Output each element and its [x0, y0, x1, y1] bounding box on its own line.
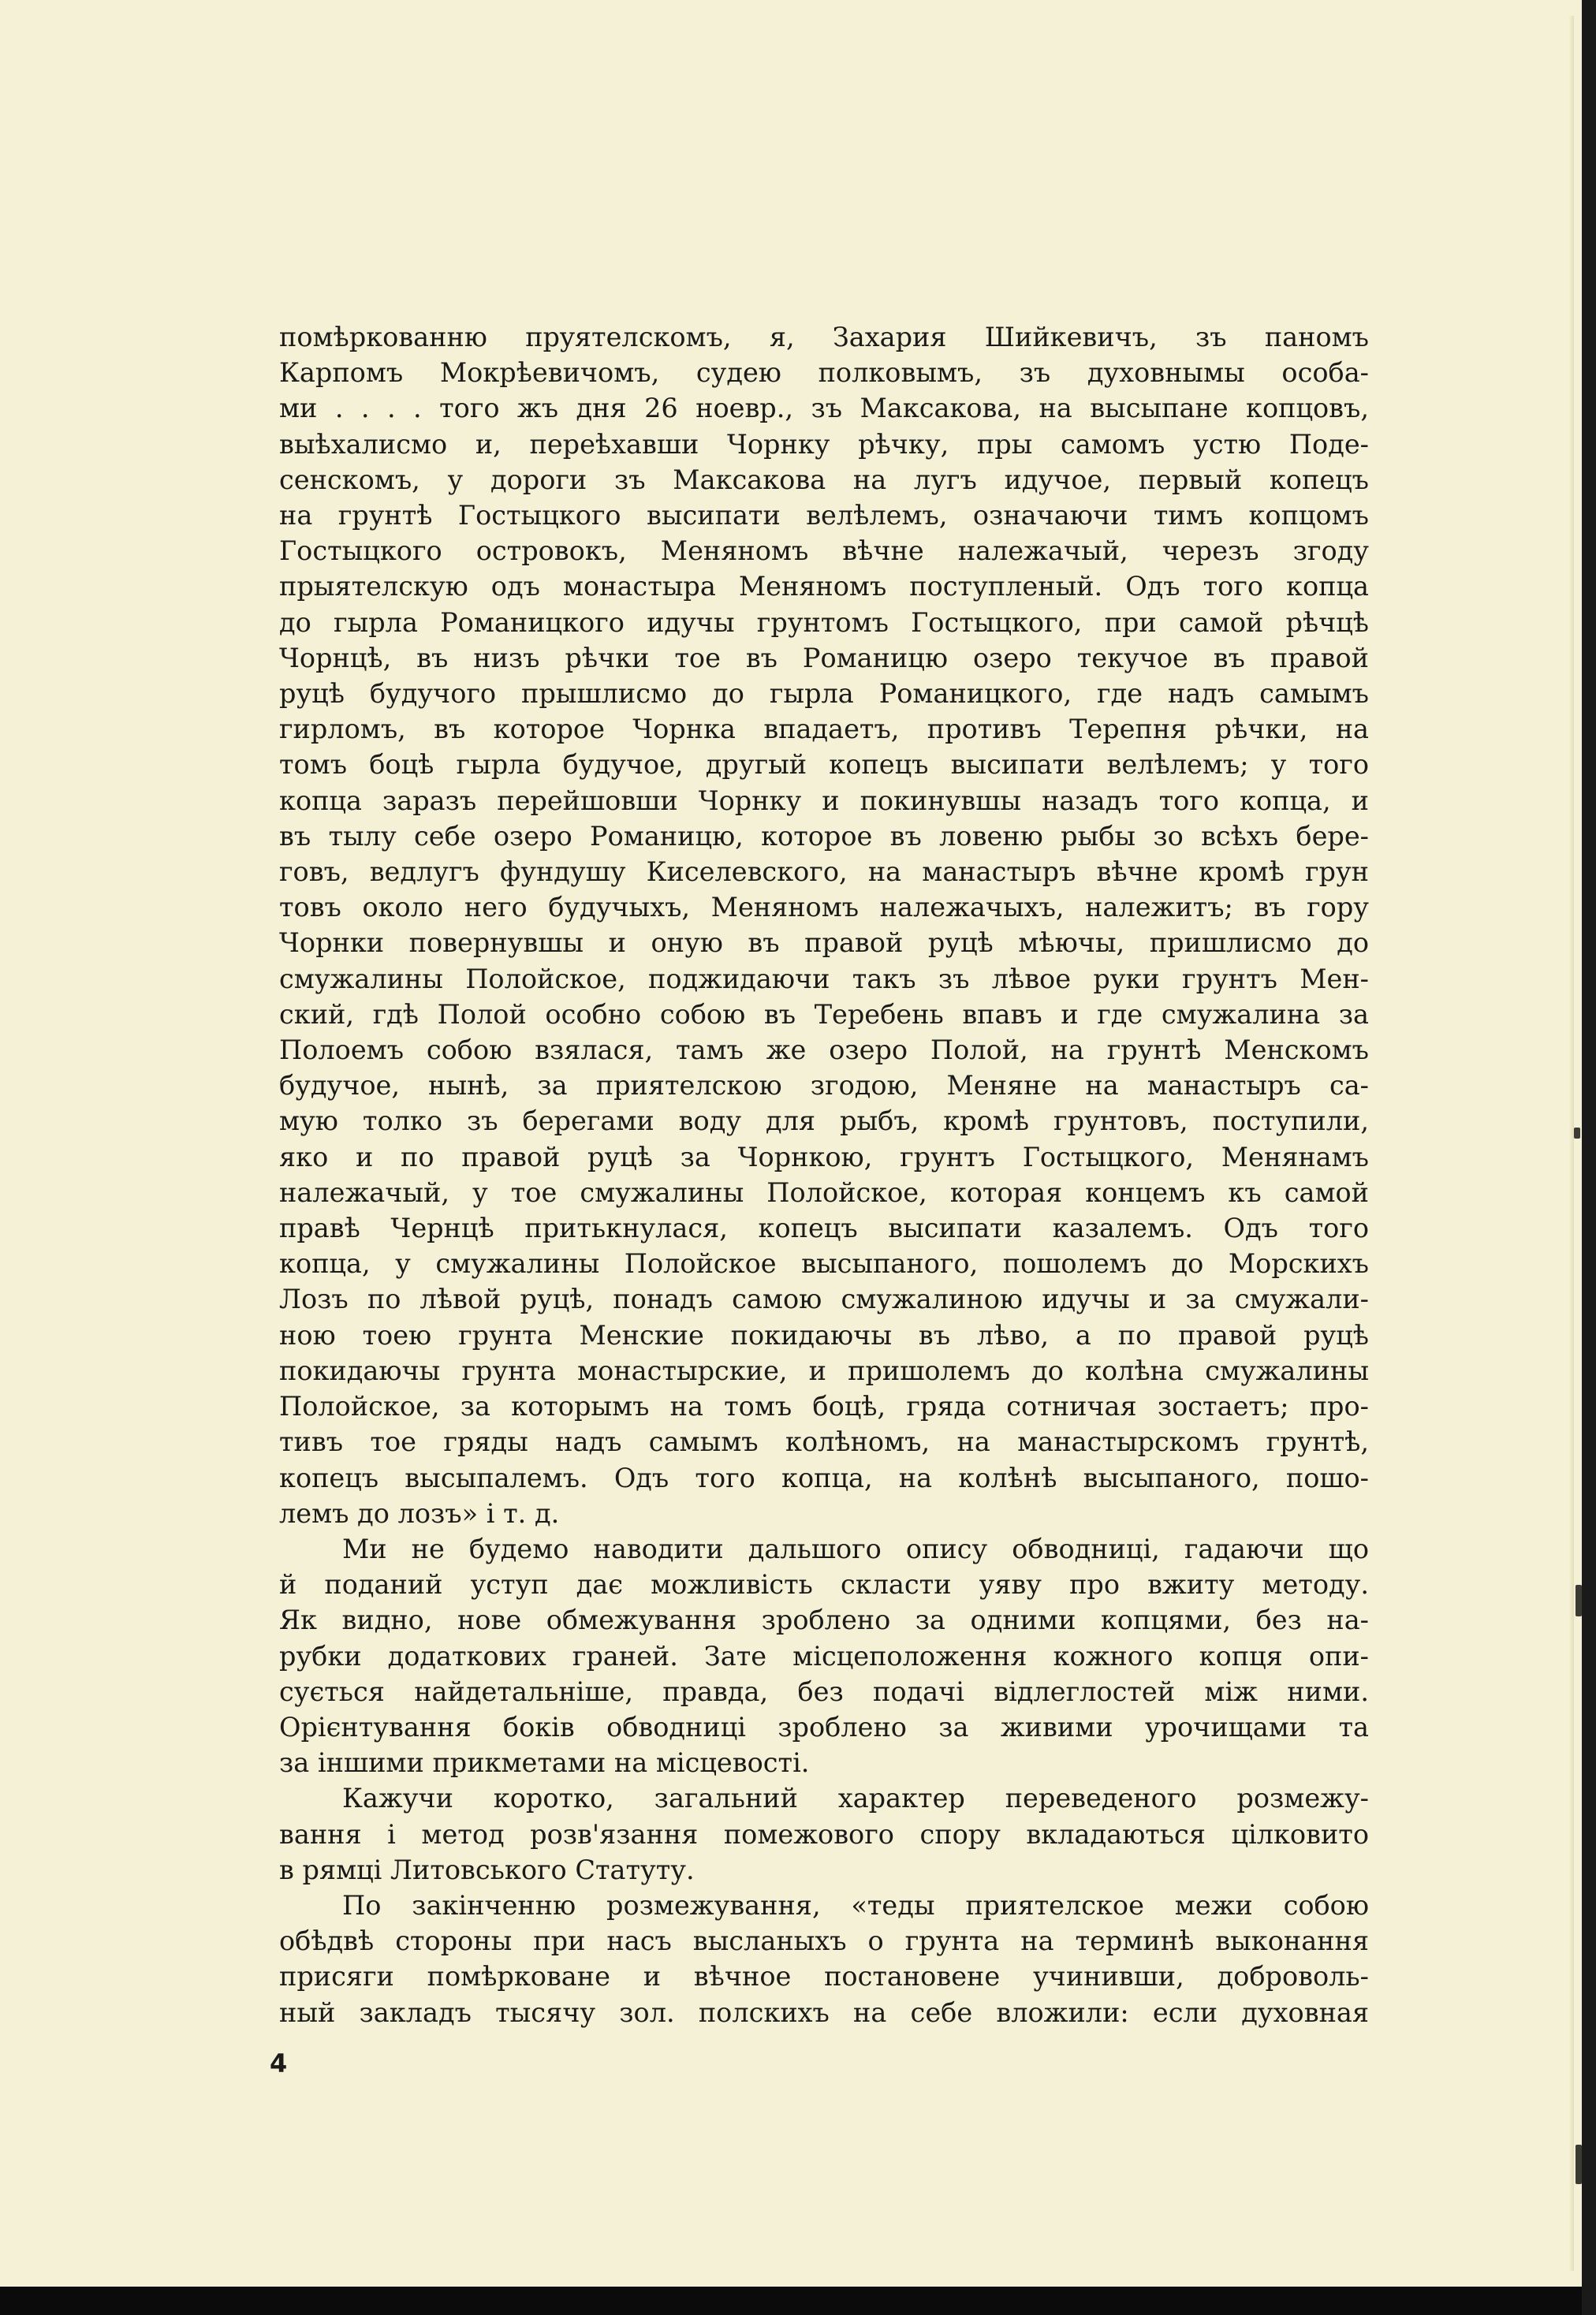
text-line: Карпомъ Мокрѣевичомъ, судею полковымъ, зъ духовнымы особа-	[279, 357, 1369, 389]
text-line: сується найдетальніше, правда, без подачі відлеглостей між ними.	[279, 1676, 1369, 1707]
text-line: належачый, у тое смужалины Полойское, которая концемъ къ самой	[279, 1176, 1369, 1208]
text-line: Гостыцкого островокъ, Меняномъ вѣчне належачый, черезъ згоду	[279, 535, 1369, 567]
text-line: обѣдвѣ стороны при насъ высланыхъ о грунта на терминѣ выконання	[279, 1925, 1369, 1957]
text-line: Орієнтування боків обводниці зроблено за живими урочищами та	[279, 1711, 1369, 1743]
text-line: яко и по правой руцѣ за Чорнкою, грунтъ Гостыцкого, Менянамъ	[279, 1141, 1369, 1172]
edge-mark	[1575, 2145, 1582, 2184]
text-line: за іншими прикметами на місцевості.	[279, 1747, 810, 1779]
text-line: правѣ Чернцѣ притькнулася, копецъ высипати казалемъ. Одъ того	[279, 1213, 1369, 1244]
text-line: тивъ тое гряды надъ самымъ колѣномъ, на манастырскомъ грунтѣ,	[279, 1426, 1369, 1458]
text-line: Полоемъ собою взялася, тамъ же озеро Полой, на грунтѣ Менскомъ	[279, 1034, 1369, 1066]
text-line: Полойское, за которымъ на томъ боцѣ, гряда сотничая зостаетъ; про-	[279, 1391, 1369, 1422]
edge-mark	[1575, 1585, 1582, 1616]
text-line: говъ, ведлугъ фундушу Киселевского, на манастыръ вѣчне кромѣ грун	[279, 856, 1369, 888]
text-line: копецъ высыпалемъ. Одъ того копца, на колѣнѣ высыпаного, пошо-	[279, 1462, 1369, 1493]
text-line: руцѣ будучого прышлисмо до гырла Романицкого, где надъ самымъ	[279, 678, 1369, 710]
text-line: ною тоею грунта Менские покидаючы въ лѣво, а по правой руцѣ	[279, 1319, 1369, 1351]
text-line: прыятелскую одъ монастыра Меняномъ поступленый. Одъ того копца	[279, 571, 1369, 602]
text-line: гирломъ, въ которое Чорнка впадаетъ, противъ Терепня рѣчки, на	[279, 714, 1369, 745]
text-line: присяги помѣрковане и вѣчное постановене учинивши, доброволь-	[279, 1961, 1369, 1993]
text-line: ный закладъ тысячу зол. полскихъ на себе вложили: если духовная	[279, 1996, 1369, 2028]
text-line: Кажучи коротко, загальний характер переведеного розмежу-	[342, 1783, 1369, 1814]
text-line: й поданий уступ дає можливість скласти уяву про вжиту методу.	[279, 1569, 1369, 1601]
text-line: сенскомъ, у дороги зъ Максакова на лугъ идучое, первый копецъ	[279, 464, 1369, 495]
text-line: копца, у смужалины Полойское высыпаного, пошолемъ до Морскихъ	[279, 1248, 1369, 1280]
text-line: По закінченню розмежування, «теды приятелское межи собою	[342, 1889, 1369, 1921]
page-number: 4	[270, 2048, 288, 2078]
text-line: ми . . . . того жъ дня 26 ноевр., зъ Максакова, на высыпане копцовъ,	[279, 393, 1369, 424]
text-line: смужалины Полойское, поджидаючи такъ зъ лѣвое руки грунтъ Мен-	[279, 963, 1369, 994]
text-line: Ми не будемо наводити дальшого опису обводниці, гадаючи що	[342, 1533, 1369, 1564]
page-fold-shadow	[1569, 16, 1574, 2271]
text-line: въ тылу себе озеро Романицю, которое въ ловеню рыбы зо всѣхъ бере-	[279, 820, 1369, 852]
scan-edge	[1582, 0, 1596, 2315]
text-line: Як видно, нове обмежування зроблено за одними копцями, без на-	[279, 1605, 1369, 1636]
text-line: до гырла Романицкого идучы грунтомъ Гостыцкого, при самой рѣчцѣ	[279, 606, 1369, 638]
text-line: томъ боцѣ гырла будучое, другый копецъ высипати велѣлемъ; у того	[279, 749, 1369, 781]
text-line: на грунтѣ Гостыцкого высипати велѣлемъ, означаючи тимъ копцомъ	[279, 500, 1369, 531]
text-line: будучое, нынѣ, за приятелскою згодою, Меняне на манастыръ са-	[279, 1070, 1369, 1102]
text-line: помѣркованню прyятелскомъ, я, Захария Шийкевичъ, зъ паномъ	[279, 322, 1369, 352]
text-line: товъ около него будучыхъ, Меняномъ належачыхъ, належитъ; въ гору	[279, 892, 1369, 923]
text-line: Чорнки повернувшы и оную въ правой руцѣ мѣючы, пришлисмо до	[279, 927, 1369, 959]
text-line: покидаючы грунта монастырские, и пришолемъ до колѣна смужалины	[279, 1355, 1369, 1386]
text-line: мую толко зъ берегами воду для рыбъ, кромѣ грунтовъ, поступили,	[279, 1105, 1369, 1137]
text-line: выѣхалисмо и, переѣхавши Чорнку рѣчку, пры самомъ устю Поде-	[279, 428, 1369, 460]
text-line: лемъ до лозъ» і т. д.	[279, 1497, 560, 1529]
edge-mark	[1574, 1128, 1580, 1139]
body-text	[279, 319, 1369, 2030]
text-line: вання і метод розв'язання помежового спору вкладаються цілковито	[279, 1818, 1369, 1850]
text-line: Лозъ по лѣвой руцѣ, понадъ самою смужалиною идучы и за смужали-	[279, 1284, 1369, 1315]
text-line: в рямці Литовського Статуту.	[279, 1854, 695, 1885]
text-line: рубки додаткових граней. Зате місцеположення кожного копця опи-	[279, 1640, 1369, 1672]
text-line: копца заразъ перейшовши Чорнку и покинувшы назадъ того копца, и	[279, 785, 1369, 816]
text-line: ский, гдѣ Полой особно собою въ Теребень впавъ и где смужалина за	[279, 998, 1369, 1030]
text-line: Чорнцѣ, въ низъ рѣчки тое въ Романицю озеро текучое въ правой	[279, 642, 1369, 673]
